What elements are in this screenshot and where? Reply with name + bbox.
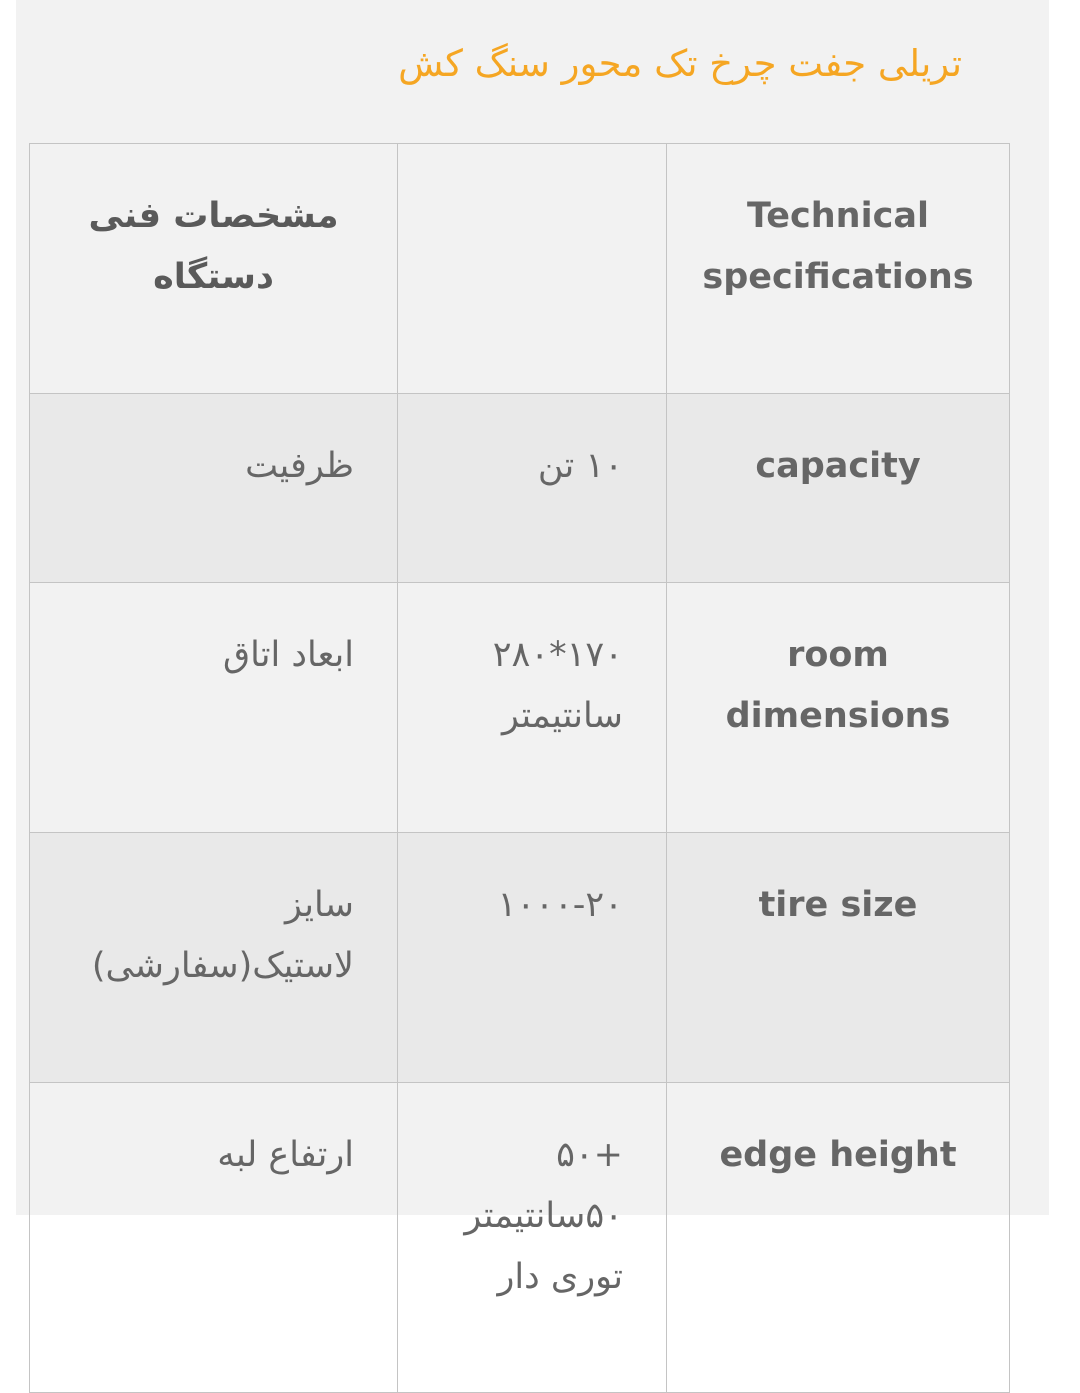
row-persian-label [30, 1083, 398, 1393]
header-english-line2: specifications [702, 257, 974, 297]
row-persian-label [30, 583, 398, 833]
row-value-line2: ۵۰سانتیمتر [464, 1196, 623, 1236]
row-english-line2: dimensions [725, 696, 951, 736]
header-persian-line1: مشخصات فنی [88, 196, 339, 236]
page-title: تریلی جفت چرخ تک محور سنگ کش [398, 42, 962, 85]
row-persian-line1: سایز [284, 885, 354, 925]
row-persian-line1: ظرفیت [245, 446, 354, 486]
row-persian-label [30, 833, 398, 1083]
row-persian-label [30, 394, 398, 583]
table-row [30, 833, 1010, 1083]
table-row [30, 1083, 1010, 1393]
header-persian-cell [30, 144, 398, 394]
row-persian-line1: ارتفاع لبه [217, 1135, 354, 1175]
header-persian-line2: دستگاه [153, 257, 274, 297]
row-persian-line1: ابعاد اتاق [222, 635, 354, 675]
header-english-line1: Technical [747, 196, 929, 236]
row-value-line2: سانتیمتر [502, 696, 623, 736]
row-value [398, 833, 667, 1083]
row-english-label [667, 833, 1010, 1083]
table-row [30, 394, 1010, 583]
table-header-row [30, 144, 1010, 394]
table-row [30, 583, 1010, 833]
row-english-label [667, 583, 1010, 833]
row-value-line1: ۱۰ تن [537, 446, 623, 486]
row-value-line1: ۱۰۰۰-۲۰ [497, 885, 623, 925]
row-english-label [667, 394, 1010, 583]
header-english-cell [667, 144, 1010, 394]
row-value-line1: +۵۰ [556, 1135, 623, 1175]
spec-table [29, 143, 1010, 1393]
row-english-line1: edge height [719, 1135, 957, 1175]
row-value-line3: توری دار [497, 1257, 623, 1297]
row-value [398, 394, 667, 583]
content-panel [16, 0, 1049, 1297]
row-english-line1: tire size [758, 885, 918, 925]
row-value [398, 1083, 667, 1393]
row-english-line1: room [787, 635, 889, 675]
row-persian-line2: لاستیک(سفارشی) [91, 946, 354, 986]
row-english-label [667, 1083, 1010, 1393]
row-value-line1: ۱۷۰*۲۸۰ [492, 635, 623, 675]
row-value [398, 583, 667, 833]
header-empty-cell [398, 144, 667, 394]
row-english-line1: capacity [755, 446, 921, 486]
